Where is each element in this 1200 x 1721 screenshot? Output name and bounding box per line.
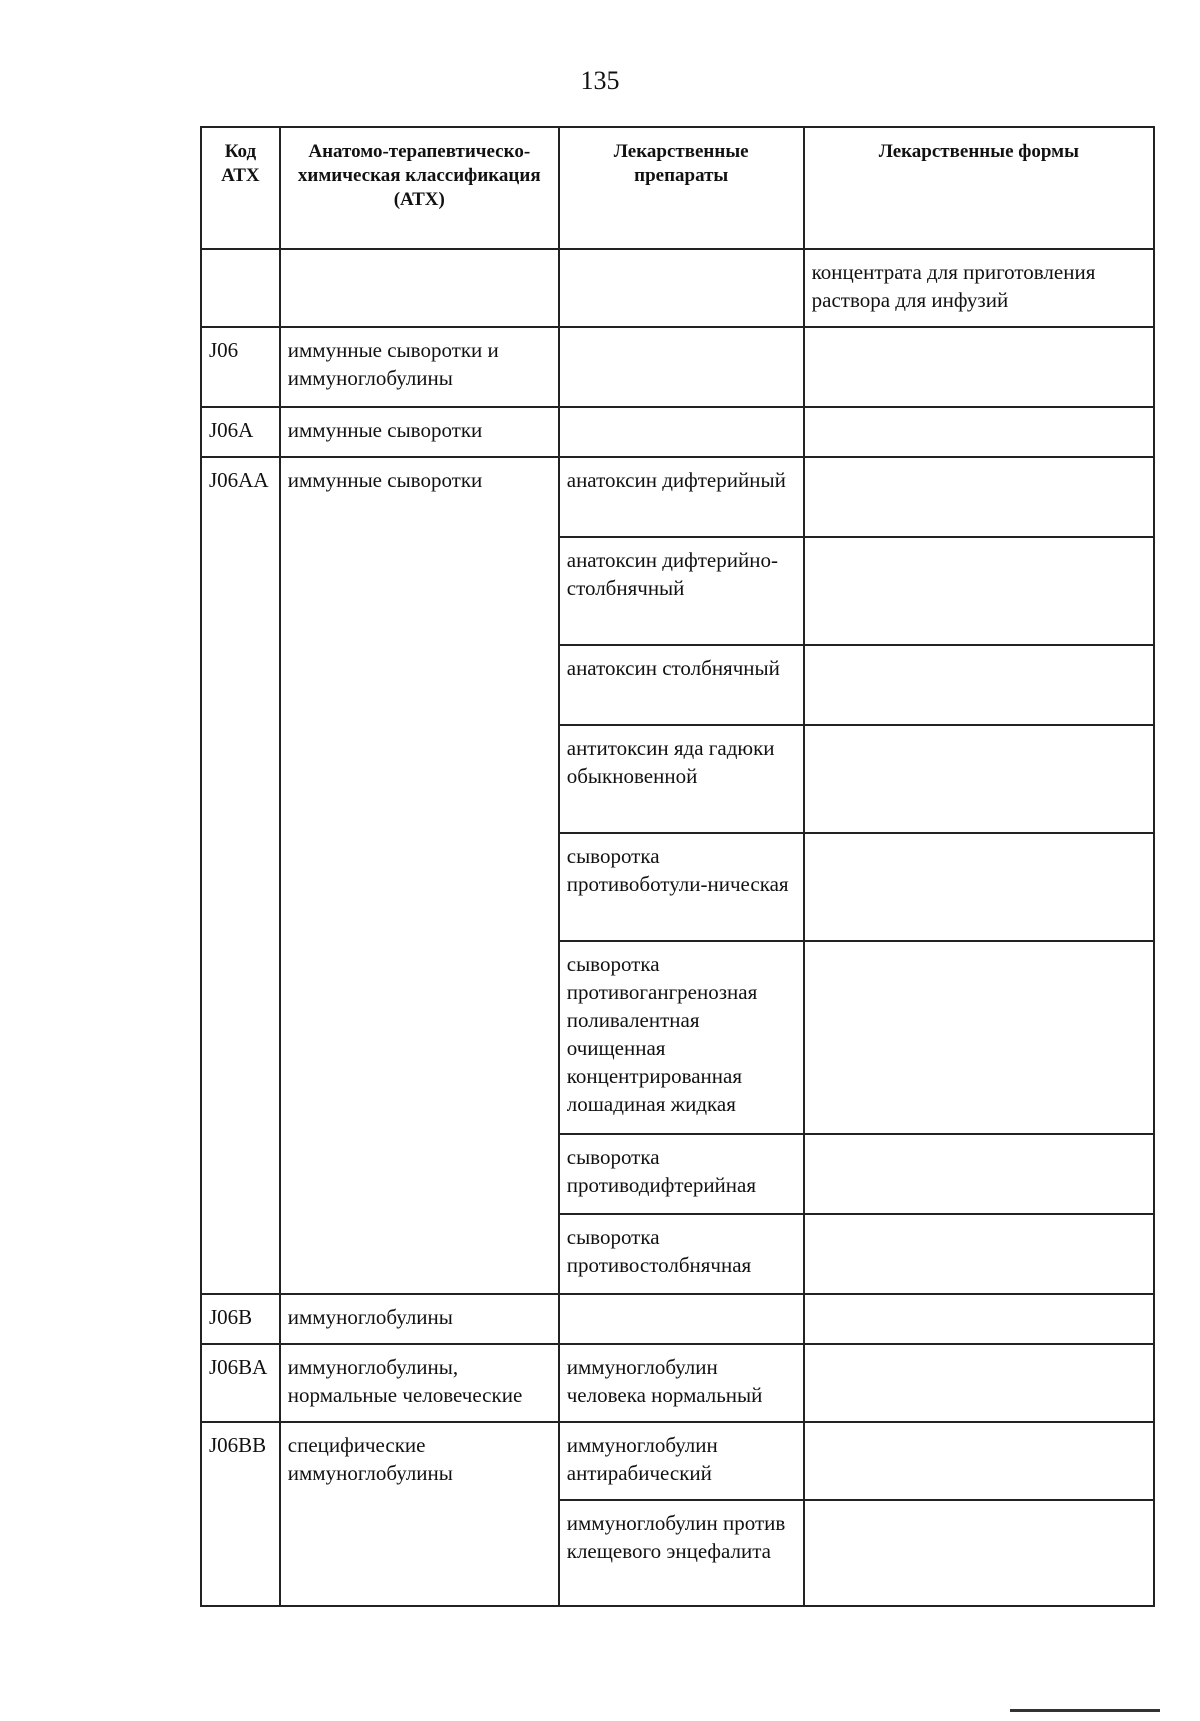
form-cell — [804, 645, 1154, 725]
classification-cell: специфические иммуноглобулины — [280, 1422, 559, 1606]
table-row — [201, 249, 1154, 327]
page-number: 135 — [580, 66, 620, 95]
header-forms: Лекарственные формы — [804, 127, 1154, 249]
drug-cell — [559, 249, 804, 327]
code-cell: J06B — [201, 1294, 280, 1344]
drug-cell: анатоксин дифтерийно-столбнячный — [559, 537, 804, 645]
code-cell: J06BB — [201, 1422, 280, 1606]
form-cell — [804, 457, 1154, 537]
drug-cell: анатоксин столбнячный — [559, 645, 804, 725]
drug-cell — [559, 327, 804, 407]
code-cell: J06A — [201, 407, 280, 457]
drug-cell: сыворотка противогангренозная поливалентная очищенная концентрированная лошадиная жидкая — [559, 941, 804, 1134]
classification-cell: иммуноглобулины, нормальные человеческие — [280, 1344, 559, 1422]
scan-edge-mark — [1010, 1709, 1160, 1712]
table-row — [201, 327, 1154, 407]
drug-cell: сыворотка противоботули-ническая — [559, 833, 804, 941]
drug-cell — [559, 407, 804, 457]
drug-cell: иммуноглобулин антирабический — [559, 1422, 804, 1500]
form-cell — [804, 407, 1154, 457]
header-classification: Анатомо-терапевтическо-химическая классификация (АТХ) — [280, 127, 559, 249]
form-cell — [804, 1214, 1154, 1294]
form-cell — [804, 1134, 1154, 1214]
header-row — [201, 127, 1154, 249]
form-cell — [804, 1344, 1154, 1422]
form-cell — [804, 327, 1154, 407]
drug-cell: иммуноглобулин человека нормальный — [559, 1344, 804, 1422]
classification-cell: иммуноглобулины — [280, 1294, 559, 1344]
code-cell: J06BA — [201, 1344, 280, 1422]
code-cell — [201, 249, 280, 327]
form-cell — [804, 1500, 1154, 1606]
header-code: Код АТХ — [201, 127, 280, 249]
table-row — [201, 1422, 1154, 1500]
table-row — [201, 1344, 1154, 1422]
code-cell: J06AA — [201, 457, 280, 1294]
drug-cell: сыворотка противодифтерийная — [559, 1134, 804, 1214]
drug-cell: анатоксин дифтерийный — [559, 457, 804, 537]
form-cell — [804, 1294, 1154, 1344]
classification-cell: иммунные сыворотки — [280, 407, 559, 457]
form-cell — [804, 537, 1154, 645]
form-cell — [804, 725, 1154, 833]
drug-cell: сыворотка противостолбнячная — [559, 1214, 804, 1294]
drug-cell — [559, 1294, 804, 1344]
atx-table — [200, 126, 1155, 1607]
classification-cell: иммунные сыворотки и иммуноглобулины — [280, 327, 559, 407]
form-cell — [804, 833, 1154, 941]
code-cell: J06 — [201, 327, 280, 407]
drug-cell: антитоксин яда гадюки обыкновенной — [559, 725, 804, 833]
table-row — [201, 457, 1154, 537]
form-cell — [804, 941, 1154, 1134]
classification-cell: иммунные сыворотки — [280, 457, 559, 1294]
form-cell: концентрата для приготовления раствора для инфузий — [804, 249, 1154, 327]
form-cell — [804, 1422, 1154, 1500]
header-drugs: Лекарственные препараты — [559, 127, 804, 249]
classification-cell — [280, 249, 559, 327]
drug-cell: иммуноглобулин против клещевого энцефалита — [559, 1500, 804, 1606]
table-row — [201, 407, 1154, 457]
table-row — [201, 1294, 1154, 1344]
